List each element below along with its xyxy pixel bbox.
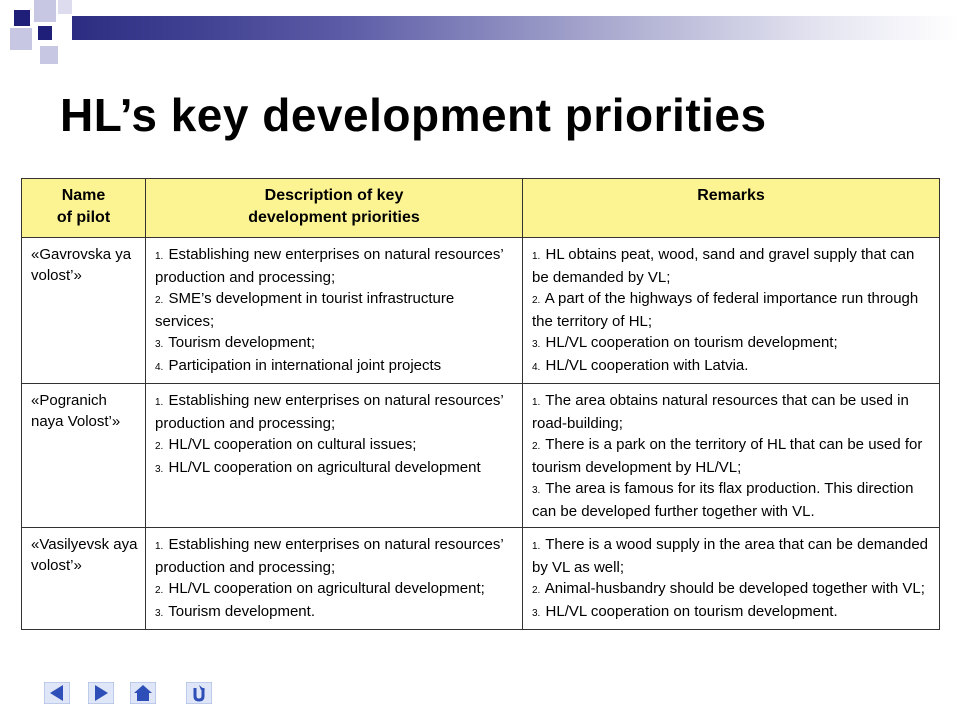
item-text: Establishing new enterprises on natural resources’ production and processing; bbox=[155, 392, 504, 432]
item-number: 4. bbox=[532, 362, 541, 373]
list-item bbox=[532, 578, 934, 601]
header-text: Remarks bbox=[697, 187, 765, 204]
item-number: 3. bbox=[532, 339, 541, 350]
item-number: 2. bbox=[155, 295, 164, 306]
deco-square-light bbox=[34, 0, 56, 22]
item-text: Tourism development; bbox=[168, 334, 315, 351]
item-text: HL/VL cooperation on agricultural development bbox=[168, 459, 481, 476]
item-text: HL/VL cooperation with Latvia. bbox=[545, 357, 749, 374]
back-icon bbox=[44, 682, 70, 704]
item-number: 4. bbox=[155, 362, 164, 373]
item-text: There is a wood supply in the area that can be demanded by VL as well; bbox=[532, 536, 928, 576]
list-item bbox=[532, 332, 934, 355]
remarks-cell bbox=[523, 384, 940, 528]
priorities-cell bbox=[146, 238, 523, 384]
list-item bbox=[532, 244, 934, 288]
item-text: HL/VL cooperation on agricultural development; bbox=[168, 580, 485, 597]
header-description bbox=[146, 179, 523, 238]
item-text: Participation in international joint projects bbox=[168, 357, 442, 374]
list-item bbox=[155, 288, 517, 332]
list-item bbox=[532, 390, 934, 434]
item-text: Establishing new enterprises on natural resources’ production and processing; bbox=[155, 536, 504, 576]
list-item bbox=[532, 288, 934, 332]
item-number: 3. bbox=[532, 608, 541, 619]
home-icon bbox=[130, 682, 156, 704]
item-number: 3. bbox=[155, 608, 164, 619]
list-item bbox=[532, 355, 934, 378]
list-item bbox=[155, 390, 517, 434]
pilot-name: «Vasilyevsk aya volost’» bbox=[22, 528, 146, 630]
item-number: 1. bbox=[532, 541, 541, 552]
list-item bbox=[532, 478, 934, 522]
item-text: Establishing new enterprises on natural resources’ production and processing; bbox=[155, 246, 504, 286]
deco-square-light bbox=[40, 46, 58, 64]
list-item bbox=[155, 332, 517, 355]
slide-title: HL’s key development priorities bbox=[60, 89, 767, 141]
list-item bbox=[155, 534, 517, 578]
header-text: Name bbox=[61, 187, 106, 204]
item-text: HL/VL cooperation on tourism development. bbox=[545, 603, 838, 620]
pilot-name: «Pogranich naya Volost’» bbox=[22, 384, 146, 528]
back-button[interactable] bbox=[44, 682, 70, 704]
list-item bbox=[155, 244, 517, 288]
list-item bbox=[155, 578, 517, 601]
list-item bbox=[532, 434, 934, 478]
item-number: 1. bbox=[155, 541, 164, 552]
deco-square-light bbox=[10, 28, 32, 50]
table-row bbox=[22, 528, 940, 630]
list-item bbox=[155, 601, 517, 624]
item-number: 2. bbox=[155, 441, 164, 452]
remarks-cell bbox=[523, 238, 940, 384]
item-text: There is a park on the territory of HL that can be used for tourism development by HL/VL; bbox=[532, 436, 923, 476]
forward-button[interactable] bbox=[88, 682, 114, 704]
item-text: HL/VL cooperation on tourism development; bbox=[545, 334, 838, 351]
table-header-row bbox=[22, 179, 940, 238]
item-number: 1. bbox=[155, 397, 164, 408]
header-text: development priorities bbox=[248, 209, 420, 226]
item-text: SME’s development in tourist infrastructure services; bbox=[155, 290, 455, 330]
item-number: 1. bbox=[532, 397, 541, 408]
priorities-table bbox=[21, 178, 940, 630]
priorities-cell bbox=[146, 384, 523, 528]
list-item bbox=[155, 434, 517, 457]
home-button[interactable] bbox=[130, 682, 156, 704]
item-text: The area is famous for its flax production. This direction can be developed further together with VL. bbox=[532, 480, 914, 520]
remarks-cell bbox=[523, 528, 940, 630]
item-number: 3. bbox=[155, 464, 164, 475]
return-icon bbox=[186, 682, 212, 704]
header-text: Description of key bbox=[264, 187, 404, 204]
table-row bbox=[22, 238, 940, 384]
return-button[interactable] bbox=[186, 682, 212, 704]
priorities-cell bbox=[146, 528, 523, 630]
item-number: 2. bbox=[532, 295, 541, 306]
item-text: The area obtains natural resources that can be used in road-building; bbox=[532, 392, 909, 432]
item-text: Tourism development. bbox=[168, 603, 315, 620]
item-number: 3. bbox=[532, 485, 541, 496]
list-item bbox=[155, 355, 517, 378]
forward-icon bbox=[88, 682, 114, 704]
header-text: of pilot bbox=[56, 209, 111, 226]
table-row bbox=[22, 384, 940, 528]
pilot-name: «Gavrovska ya volost’» bbox=[22, 238, 146, 384]
item-number: 2. bbox=[532, 585, 541, 596]
item-number: 1. bbox=[155, 251, 164, 262]
deco-square-light bbox=[58, 0, 72, 14]
item-text: A part of the highways of federal importance run through the territory of HL; bbox=[532, 290, 919, 330]
deco-square-dark bbox=[14, 10, 30, 26]
item-number: 2. bbox=[155, 585, 164, 596]
item-number: 3. bbox=[155, 339, 164, 350]
item-text: HL/VL cooperation on cultural issues; bbox=[168, 436, 417, 453]
header-remarks bbox=[523, 179, 940, 238]
list-item bbox=[532, 534, 934, 578]
header-gradient-bar bbox=[72, 16, 960, 40]
item-number: 1. bbox=[532, 251, 541, 262]
header-name-of-pilot bbox=[22, 179, 146, 238]
item-text: HL obtains peat, wood, sand and gravel supply that can be demanded by VL; bbox=[532, 246, 915, 286]
list-item bbox=[532, 601, 934, 624]
list-item bbox=[155, 457, 517, 480]
item-text: Animal-husbandry should be developed together with VL; bbox=[544, 580, 925, 597]
deco-square-dark bbox=[38, 26, 52, 40]
item-number: 2. bbox=[532, 441, 541, 452]
